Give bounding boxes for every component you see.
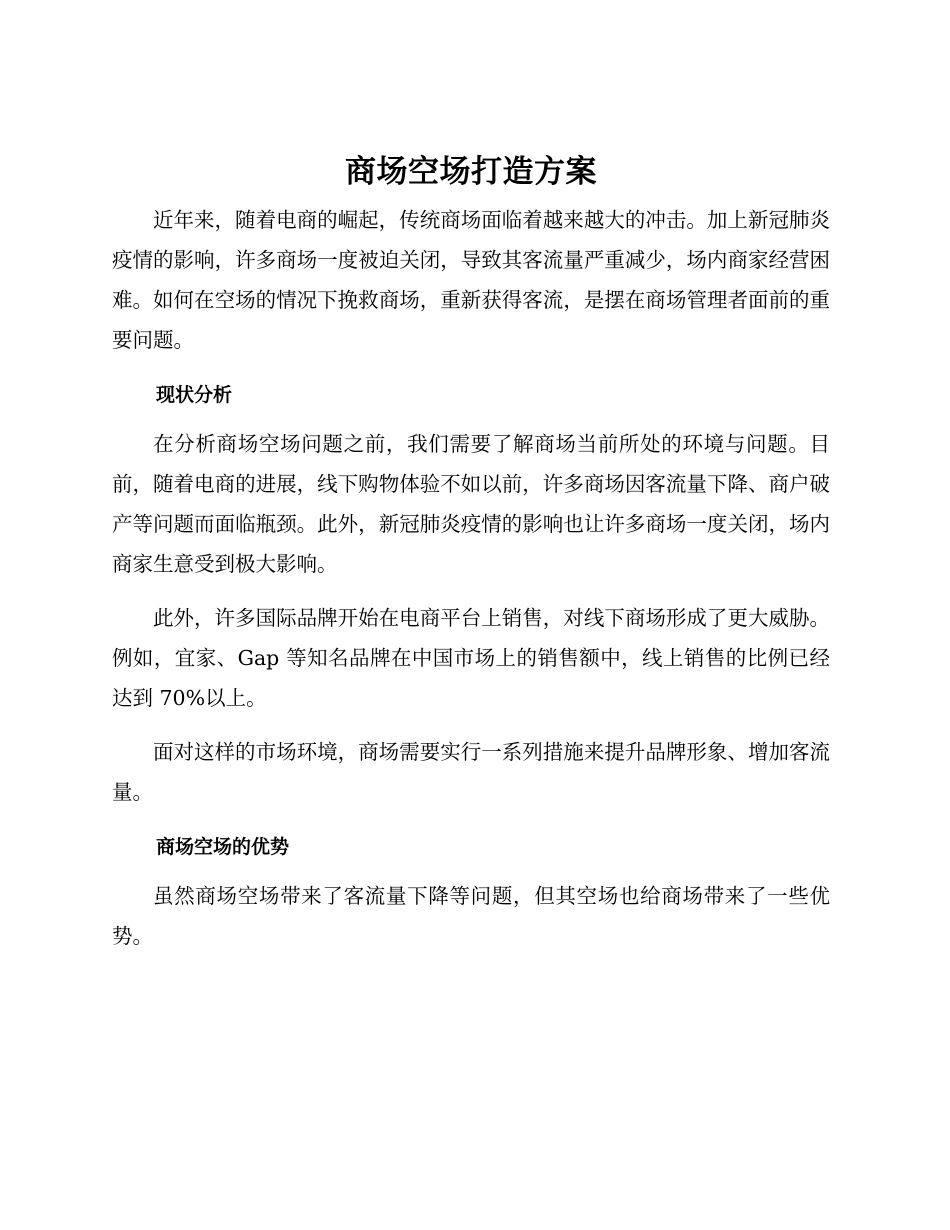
paragraph: 面对这样的市场环境，商场需要实行一系列措施来提升品牌形象、增加客流量。	[112, 740, 830, 804]
paragraph: 虽然商场空场带来了客流量下降等问题，但其空场也给商场带来了一些优势。	[112, 884, 830, 948]
intro-paragraph: 近年来，随着电商的崛起，传统商场面临着越来越大的冲击。加上新冠肺炎疫情的影响，许多商场一度被迫关闭，导致其客流量严重减少，场内商家经营困难。如何在空场的情况下挽救商场，重新获得客流，是摆在商场管理者面前的重要问题。	[112, 208, 830, 352]
document-title: 商场空场打造方案	[345, 154, 597, 190]
paragraph: 在分析商场空场问题之前，我们需要了解商场当前所处的环境与问题。目前，随着电商的进展，线下购物体验不如以前，许多商场因客流量下降、商户破产等问题而面临瓶颈。此外，新冠肺炎疫情的影响也让许多商场一度关闭，场内商家生意受到极大影响。	[112, 432, 830, 576]
document-page	[112, 148, 830, 956]
section-heading-advantages: 商场空场的优势	[156, 836, 290, 858]
section-heading-status-analysis: 现状分析	[156, 384, 233, 406]
paragraph: 此外，许多国际品牌开始在电商平台上销售，对线下商场形成了更大威胁。例如，宜家、Gap 等知名品牌在中国市场上的销售额中，线上销售的比例已经达到 70%以上。	[112, 606, 830, 710]
